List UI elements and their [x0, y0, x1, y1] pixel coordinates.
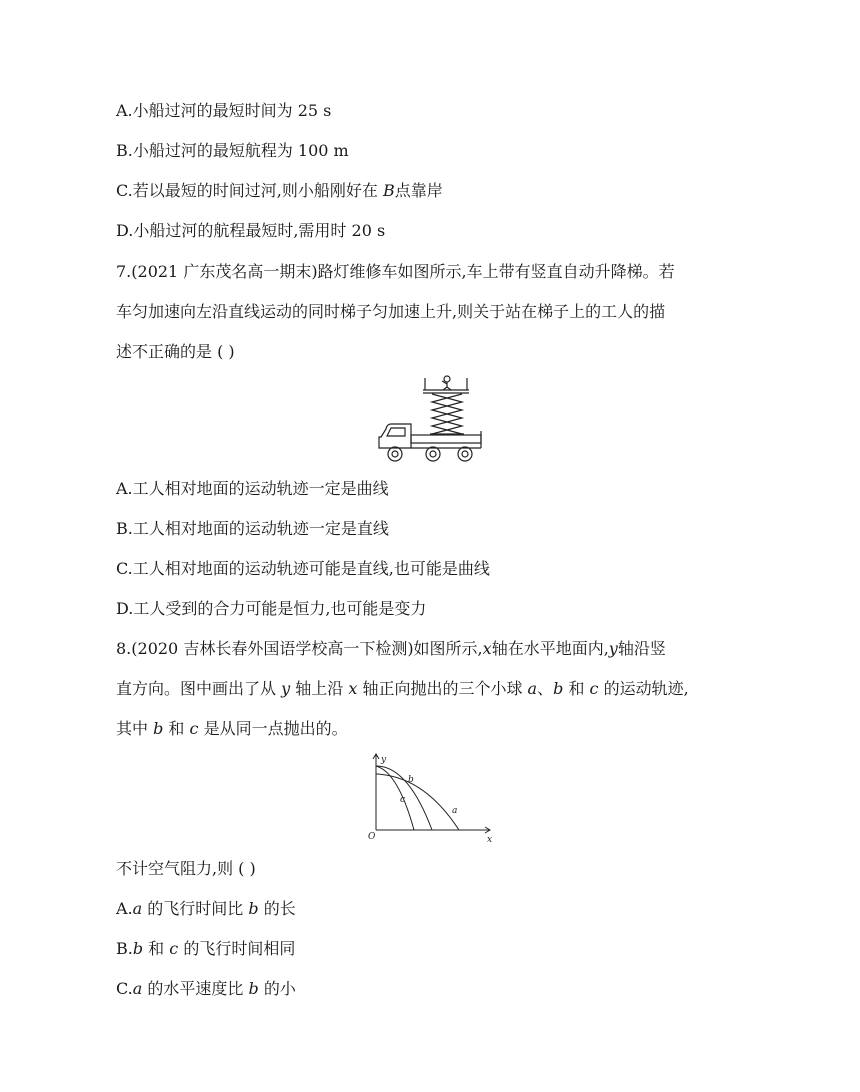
option-text: 和 [143, 939, 170, 958]
var-b: b [553, 679, 564, 698]
option-letter: A. [116, 899, 133, 918]
var: a [132, 899, 143, 918]
origin-label: O [368, 832, 376, 842]
q8-option-c [116, 979, 296, 999]
trajectory-graph [364, 752, 496, 844]
stem-text: 轴上沿 [290, 679, 349, 698]
curve-b-label: b [408, 775, 414, 785]
option-text: 工人相对地面的运动轨迹一定是曲线 [132, 479, 389, 498]
q8-stem-after-figure: 不计空气阻力,则 ( ) [116, 859, 256, 878]
stem-text: 轴在水平地面内, [491, 639, 609, 658]
q6-option-d [116, 221, 385, 241]
q7-option-a [116, 479, 389, 499]
q8-stem-line-1 [116, 639, 666, 659]
option-letter: B. [116, 519, 133, 538]
option-text: 点靠岸 [394, 181, 443, 200]
var-c: c [589, 679, 599, 698]
option-text: 小船过河的最短时间为 25 s [132, 101, 332, 120]
stem-text: 是从同一点抛出的。 [198, 719, 348, 738]
point-label: B [382, 181, 395, 200]
stem-text: 和 [563, 679, 590, 698]
option-letter: C. [116, 979, 133, 998]
option-text: 的飞行时间相同 [178, 939, 296, 958]
var-y: y [608, 639, 618, 658]
q8-option-a [116, 899, 296, 919]
option-text: 工人受到的合力可能是恒力,也可能是变力 [133, 599, 427, 618]
q8-option-b [116, 939, 295, 959]
curve-a-label: a [452, 806, 458, 816]
stem-text: 轴正向抛出的三个小球 [357, 679, 528, 698]
q7-stem-line-1: 7.(2021 广东茂名高一期末)路灯维修车如图所示,车上带有竖直自动升降梯。若 [116, 262, 675, 281]
option-text: 工人相对地面的运动轨迹一定是直线 [132, 519, 389, 538]
option-text: 若以最短的时间过河,则小船刚好在 [132, 181, 383, 200]
q7-option-b [116, 519, 389, 539]
q7-stem-line-3: 述不正确的是 ( ) [116, 342, 235, 361]
var-b: b [153, 719, 164, 738]
option-letter: D. [116, 599, 134, 618]
stem-text: 和 [163, 719, 190, 738]
var: a [132, 979, 143, 998]
curve-c-label: c [400, 795, 406, 805]
var-x: x [348, 679, 358, 698]
option-letter: B. [116, 939, 133, 958]
option-letter: D. [116, 221, 134, 240]
option-text: 的小 [258, 979, 296, 998]
option-letter: C. [116, 559, 133, 578]
q8-stem-line-2 [116, 679, 689, 699]
q7-stem-line-2: 车匀加速向左沿直线运动的同时梯子匀加速上升,则关于站在梯子上的工人的描 [116, 302, 666, 321]
x-axis-label: x [487, 835, 493, 844]
q7-option-c [116, 559, 490, 579]
var: b [248, 899, 259, 918]
q6-option-a [116, 101, 331, 121]
var-c: c [189, 719, 199, 738]
var-x: x [482, 639, 492, 658]
q7-option-d [116, 599, 426, 619]
curve-a [376, 774, 459, 830]
option-text: 的飞行时间比 [142, 899, 249, 918]
option-text: 的长 [258, 899, 296, 918]
var-a: a [527, 679, 538, 698]
option-letter: A. [116, 479, 133, 498]
stem-text: 其中 [116, 719, 154, 738]
truck-lift-figure [375, 374, 487, 466]
stem-text: 直方向。图中画出了从 [116, 679, 282, 698]
var: c [169, 939, 179, 958]
option-text: 小船过河的航程最短时,需用时 20 s [133, 221, 386, 240]
option-letter: C. [116, 181, 133, 200]
q6-option-c [116, 181, 443, 201]
var-y: y [281, 679, 291, 698]
option-text: 工人相对地面的运动轨迹可能是直线,也可能是曲线 [132, 559, 490, 578]
option-letter: A. [116, 101, 133, 120]
stem-text: 、 [537, 679, 554, 698]
option-text: 小船过河的最短航程为 100 m [132, 141, 349, 160]
stem-text: 轴沿竖 [617, 639, 666, 658]
q8-stem-line-3 [116, 719, 348, 739]
option-letter: B. [116, 141, 133, 160]
option-text: 的水平速度比 [142, 979, 249, 998]
var: b [132, 939, 144, 958]
y-axis-label: y [381, 755, 387, 765]
stem-text: 8.(2020 吉林长春外国语学校高一下检测)如图所示, [116, 639, 483, 658]
stem-text: 的运动轨迹, [598, 679, 689, 698]
q6-option-b [116, 141, 349, 161]
var: b [248, 979, 259, 998]
